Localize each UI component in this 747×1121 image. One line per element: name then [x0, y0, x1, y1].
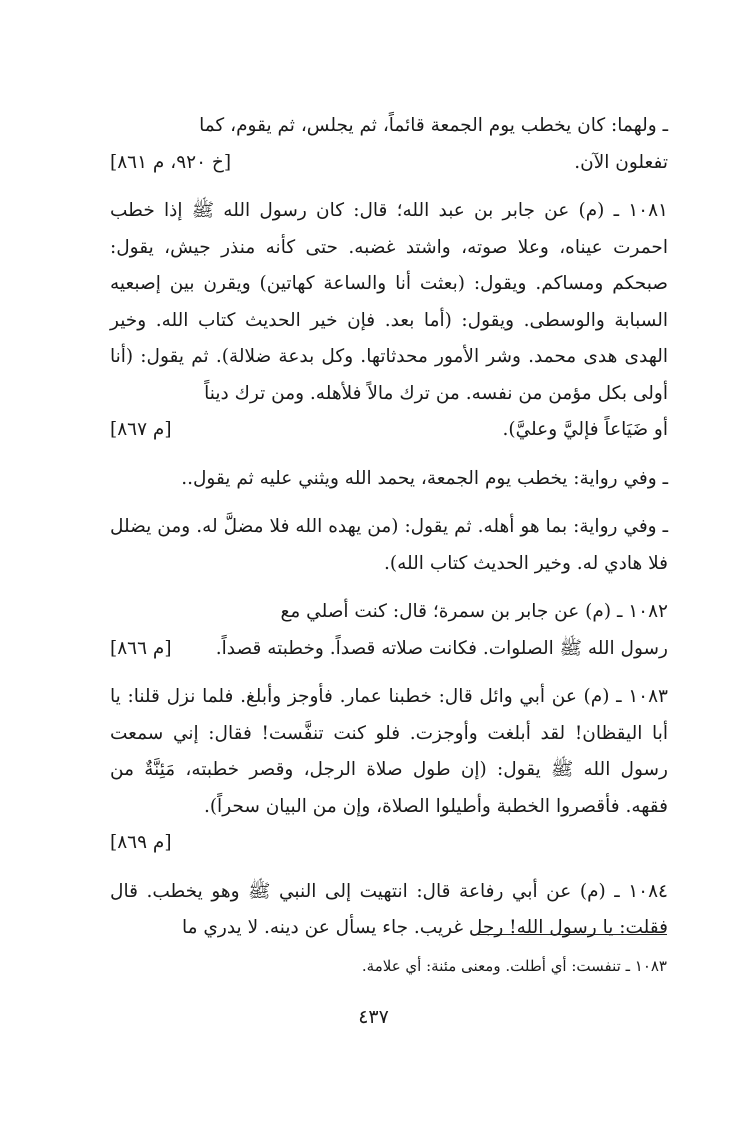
paragraph-walahuma: ـ ولهما: كان يخطب يوم الجمعة قائماً، ثم يجلس، ثم يقوم، كما — [199, 115, 668, 136]
hadith-1082-last-line — [110, 631, 668, 668]
footnote-divider — [477, 934, 667, 935]
hadith-reference: [م ٨٦٧] — [110, 419, 172, 440]
page-number: ٤٣٧ — [358, 1006, 389, 1028]
riwaya-2: ـ وفي رواية: بما هو أهله. ثم يقول: (من يهده الله فلا مضلَّ له. ومن يضلل فلا هادي له. وخير الحديث كتاب الله). — [110, 516, 668, 574]
footnote: ١٠٨٣ ـ تنفست: أي أطلت. ومعنى مئنة: أي علامة. — [361, 957, 667, 975]
paragraph-last-line-text: أو ضَيَاعاً فإليَّ وعليَّ). — [502, 419, 668, 440]
hadith-1084: ١٠٨٤ ـ (م) عن أبي رفاعة قال: انتهيت إلى النبي ﷺ وهو يخطب. قال فقلت: يا رسول الله! رجل غريب. جاء يسأل عن دينه. لا يدري ما — [110, 880, 668, 938]
hadith-reference: [م ٨٦٦] — [110, 637, 172, 659]
riwaya-1: ـ وفي رواية: يخطب يوم الجمعة، يحمد الله ويثني عليه ثم يقول.. — [181, 467, 668, 489]
paragraph-walahuma-last-line — [110, 145, 668, 182]
hadith-reference: [م ٨٦٩] — [110, 832, 172, 853]
hadith-reference: [خ ٩٢٠، م ٨٦١] — [110, 151, 232, 173]
hadith-1081: ١٠٨١ ـ (م) عن جابر بن عبد الله؛ قال: كان رسول الله ﷺ إذا خطب احمرت عيناه، وعلا صوته، واشتد غضبه. حتى كأنه منذر جيش، يقول: صبحكم ومساكم. ويقول: (بعثت أنا والساعة كهاتين) ويقرن بين إصبعيه السبابة والوسطى. ويقول: (أما بعد. فإن خير الحديث كتاب الله. وخير الهدى هدى محمد. وشر الأمور محدثاتها. وكل بدعة ضلالة). ثم يقول: (أنا أولى بكل مؤمن من نفسه. من ترك مالاً فلأهله. ومن ترك ديناً — [110, 200, 668, 404]
hadith-1082: ١٠٨٢ ـ (م) عن جابر بن سمرة؛ قال: كنت أصلي مع — [280, 601, 668, 622]
hadith-1081-last-line — [110, 412, 668, 449]
hadith-1083: ١٠٨٣ ـ (م) عن أبي وائل قال: خطبنا عمار. فأوجز وأبلغ. فلما نزل قلنا: يا أبا اليقظان! لقد أبلغت وأوجزت. فلو كنت تنفَّست! فقال: إني سمعت رسول الله ﷺ يقول: (إن طول صلاة الرجل، وقصر خطبته، مَئِنَّةٌ من فقهه. فأقصروا الخطبة وأطيلوا الصلاة، وإن من البيان سحراً). — [110, 686, 668, 817]
paragraph-last-line-text: تفعلون الآن. — [574, 151, 668, 173]
main-text — [110, 108, 668, 947]
paragraph-last-line-text: رسول الله ﷺ الصلوات. فكانت صلاته قصداً. وخطبته قصداً. — [215, 637, 668, 659]
